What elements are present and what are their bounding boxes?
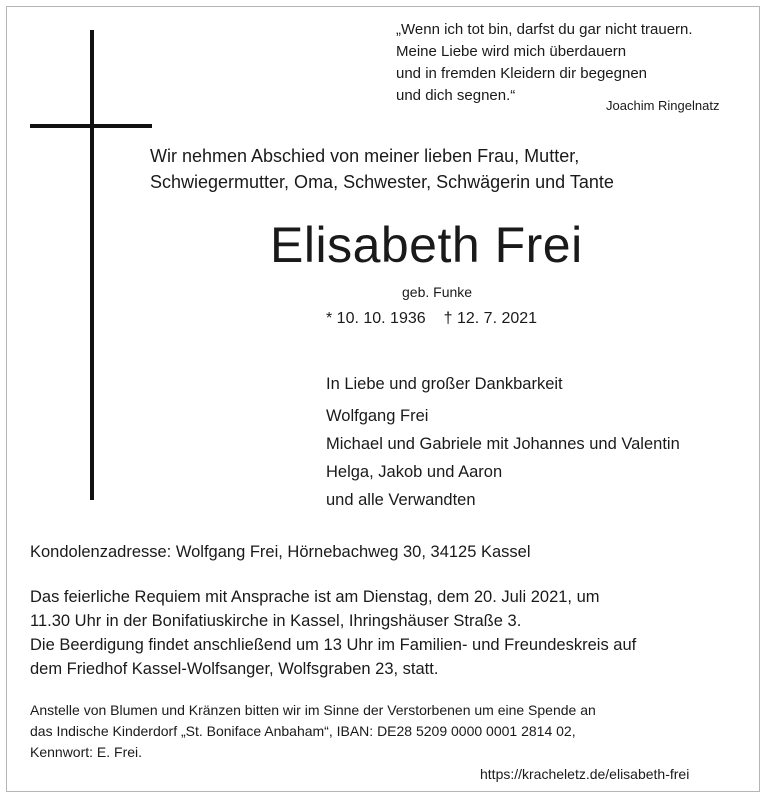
service-line: Das feierliche Requiem mit Ansprache ist am Dienstag, dem 20. Juli 2021, um (30, 588, 600, 606)
mourner-name: Helga, Jakob und Aaron (326, 463, 503, 481)
deceased-name: Elisabeth Frei (270, 217, 583, 273)
donation-info (30, 700, 596, 763)
donation-line: das Indische Kinderdorf „St. Boniface Anbaham“, IBAN: DE28 5209 0000 0001 2814 02, (30, 723, 576, 739)
donation-line: Anstelle von Blumen und Kränzen bitten wir im Sinne der Verstorbenen um eine Spende an (30, 702, 596, 718)
mourners-block (326, 370, 680, 514)
condolence-line: Kondolenzadresse: Wolfgang Frei, Hörnebachweg 30, 34125 Kassel (30, 543, 531, 561)
intro-line: Schwiegermutter, Oma, Schwester, Schwägerin und Tante (150, 172, 614, 192)
quote-line: und in fremden Kleidern dir begegnen (396, 65, 648, 82)
mourners-lead: In Liebe und großer Dankbarkeit (326, 375, 563, 393)
quote-line: und dich segnen.“ (396, 87, 516, 104)
cross-icon-bar (30, 124, 152, 128)
condolence-address (30, 540, 531, 564)
cross-icon (90, 30, 94, 500)
quote-author: Joachim Ringelnatz (606, 98, 720, 113)
donation-line: Kennwort: E. Frei. (30, 744, 143, 760)
epigraph-quote (396, 19, 746, 107)
quote-line: „Wenn ich tot bin, darfst du gar nicht trauern. (396, 21, 693, 38)
mourner-name: Michael und Gabriele mit Johannes und Valentin (326, 435, 680, 453)
memorial-link[interactable]: https://kracheletz.de/elisabeth-frei (480, 766, 690, 782)
life-dates (326, 310, 537, 328)
intro-line: Wir nehmen Abschied von meiner lieben Frau, Mutter, (150, 146, 580, 166)
service-line: Die Beerdigung findet anschließend um 13 Uhr im Familien- und Freundeskreis auf (30, 636, 637, 654)
farewell-intro (150, 143, 614, 195)
death-date: † 12. 7. 2021 (443, 310, 538, 327)
mourner-name: und alle Verwandten (326, 491, 476, 509)
service-line: 11.30 Uhr in der Bonifatiuskirche in Kassel, Ihringshäuser Straße 3. (30, 612, 522, 630)
quote-line: Meine Liebe wird mich überdauern (396, 43, 627, 60)
birth-name: geb. Funke (402, 284, 473, 300)
service-info (30, 585, 636, 681)
service-line: dem Friedhof Kassel-Wolfsanger, Wolfsgraben 23, statt. (30, 660, 439, 678)
mourner-name: Wolfgang Frei (326, 407, 429, 425)
birth-date: * 10. 10. 1936 (326, 310, 426, 327)
